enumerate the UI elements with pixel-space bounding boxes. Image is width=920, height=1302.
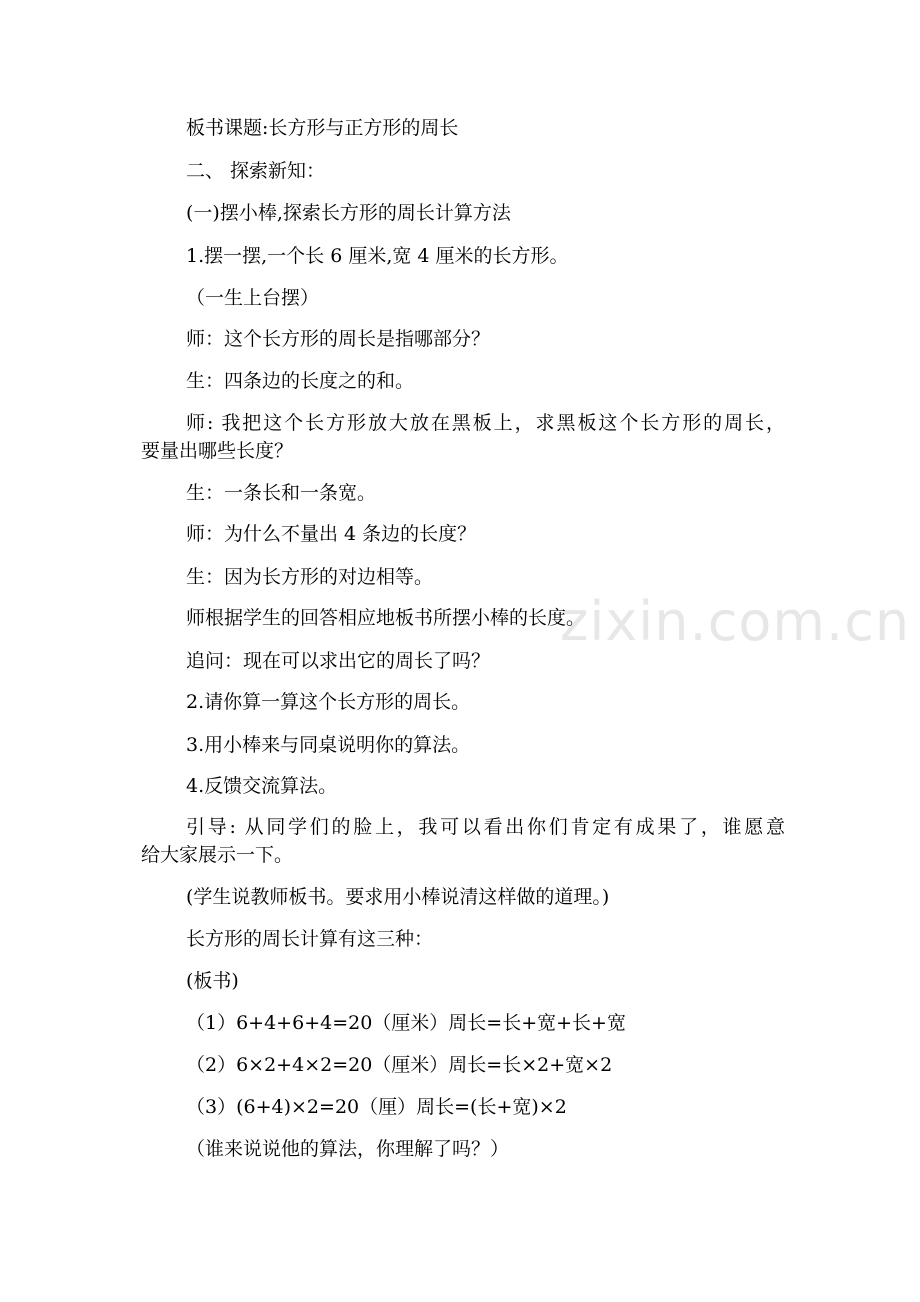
- text-line: 2.请你算一算这个长方形的周长。: [186, 691, 471, 713]
- paragraph-first-line: 师: 我把这个长方形放大放在黑板上，求黑板这个长方形的周长，: [186, 412, 785, 434]
- paragraph-first-line: 引导: 从同学们的脸上，我可以看出你们肯定有成果了，谁愿意: [186, 816, 785, 838]
- subsection-heading: (一)摆小棒,探索长方形的周长计算方法: [186, 202, 511, 224]
- text-line: （谁来说说他的算法，你理解了吗？）: [186, 1138, 510, 1160]
- paragraph-teacher: [141, 409, 785, 465]
- text-line: 3.用小棒来与同桌说明你的算法。: [186, 734, 471, 756]
- text-line: (学生说教师板书。要求用小棒说清这样做的道理。): [186, 886, 610, 908]
- watermark: zixin.com.cn: [560, 590, 911, 653]
- formula-line: （2）6×2+4×2=20（厘米）周长=长×2+宽×2: [186, 1054, 613, 1076]
- formula-line: （3）(6+4)×2=20（厘）周长=(长+宽)×2: [186, 1096, 567, 1118]
- text-line: (板书): [186, 970, 239, 992]
- formula-line: （1）6+4+6+4=20（厘米）周长=长+宽+长+宽: [186, 1012, 626, 1034]
- text-line: 师：为什么不量出 4 条边的长度？: [186, 523, 477, 545]
- paragraph-guide: [141, 813, 785, 869]
- text-line: 师：这个长方形的周长是指哪部分？: [186, 328, 491, 350]
- text-line: 4.反馈交流算法。: [186, 775, 338, 797]
- section-heading: 二、 探索新知：: [186, 160, 326, 182]
- text-line: （一生上台摆）: [186, 287, 320, 309]
- text-line: 1.摆一摆,一个长 6 厘米,宽 4 厘米的长方形。: [186, 245, 569, 267]
- text-line: 生：因为长方形的对边相等。: [186, 566, 434, 588]
- paragraph-continuation: 要量出哪些长度？: [141, 440, 294, 462]
- lesson-title: 板书课题:长方形与正方形的周长: [186, 117, 459, 139]
- text-line: 追问：现在可以求出它的周长了吗？: [186, 650, 491, 672]
- paragraph-continuation: 给大家展示一下。: [141, 844, 294, 866]
- text-line: 长方形的周长计算有这三种：: [186, 928, 434, 950]
- text-line: 生：四条边的长度之的和。: [186, 370, 415, 392]
- text-line: 师根据学生的回答相应地板书所摆小棒的长度。: [186, 607, 586, 629]
- text-line: 生：一条长和一条宽。: [186, 482, 377, 504]
